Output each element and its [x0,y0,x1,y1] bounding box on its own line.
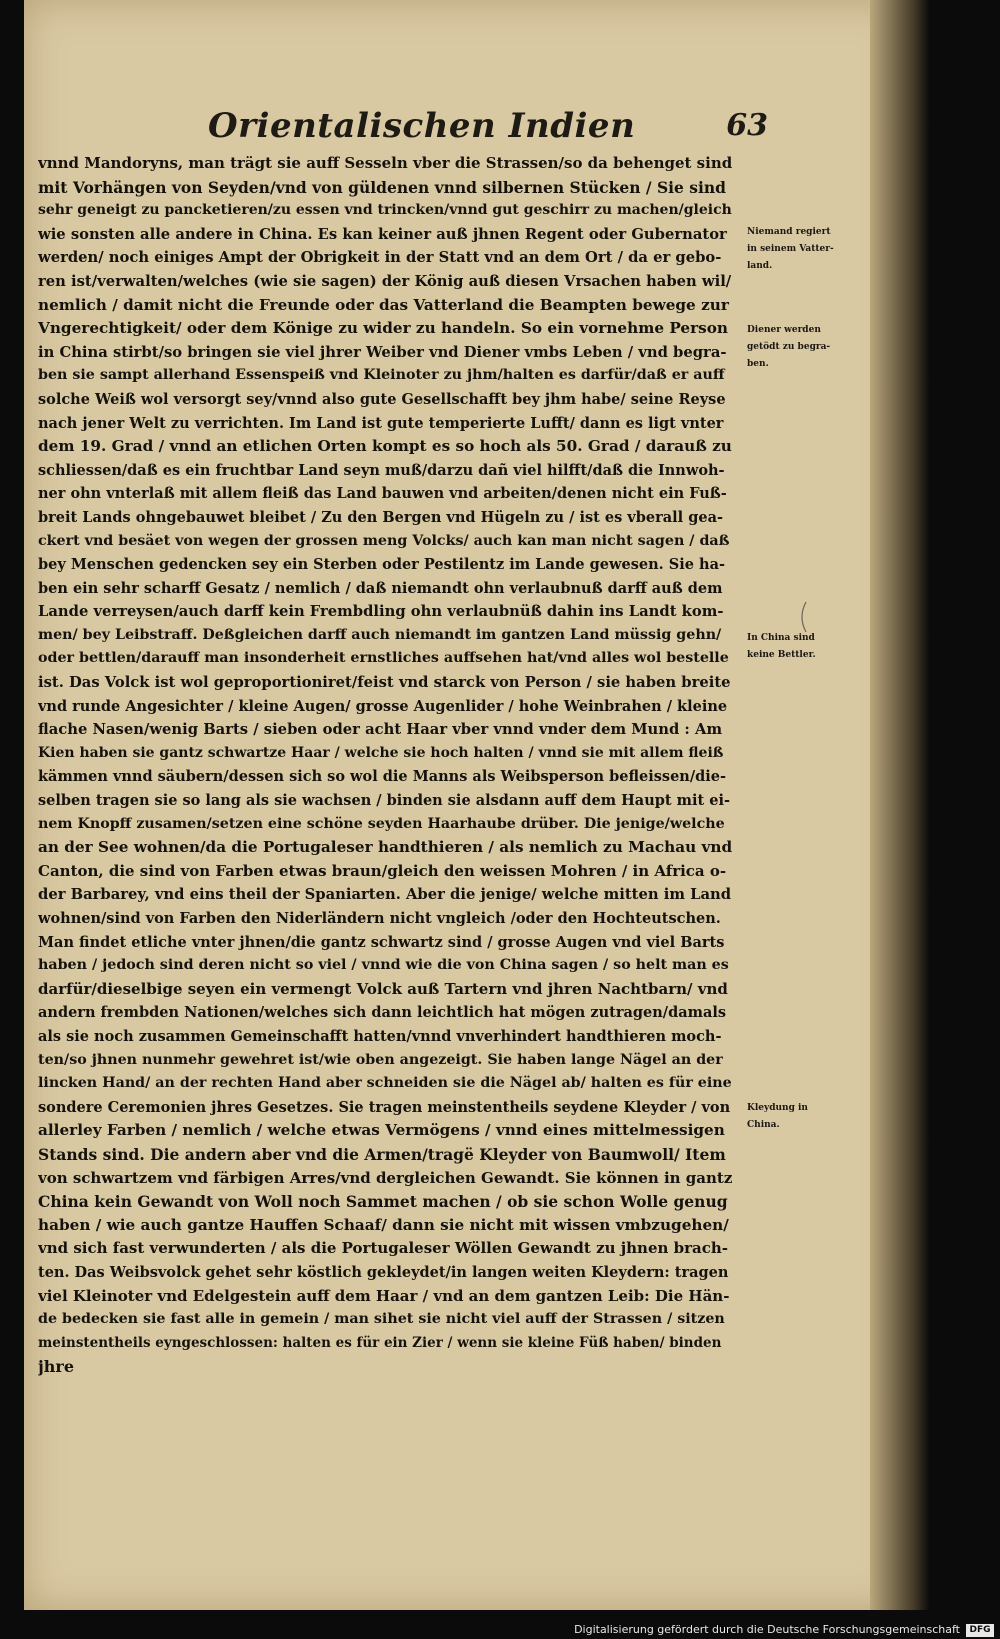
margin-note [747,630,847,664]
text-line: oder bettlen/darauff man insonderheit ernstliches auffsehen hat/vnd alles wol bestelle [38,650,729,667]
text-line: bey Menschen gedencken sey ein Sterben oder Pestilentz im Lande gewesen. Sie ha- [38,556,725,574]
text-line: Canton, die sind von Farben etwas braun/gleich den weissen Mohren / in Africa o- [38,861,727,880]
text-line: ten. Das Weibsvolck gehet sehr köstlich gekleydet/in langen weiten Kleydern: tragen [38,1263,729,1281]
text-line: mit Vorhängen von Seyden/vnd von güldenen vnnd silbernen Stücken / Sie sind [38,177,727,197]
text-line: China kein Gewandt von Woll noch Sammet machen / ob sie schon Wolle genug [38,1192,728,1212]
text-line: vnd runde Angesichter / kleine Augen/ grosse Augenlider / hohe Weinbrahen / kleine [38,697,728,715]
text-line: nemlich / damit nicht die Freunde oder das Vatterland die Beampten bewege zur [38,295,729,314]
text-line: Vngerechtigkeit/ oder dem Könige zu wider zu handeln. So ein vornehme Person [38,319,729,338]
text-line: vnnd Mandoryns, man trägt sie auff Sesseln vber die Strassen/so da behenget sind [38,154,732,172]
text-line: Lande verreysen/auch darff kein Frembdling ohn verlaubnüß dahin ins Landt kom- [38,603,724,621]
text-line: jhre [38,1357,75,1377]
text-line: meinstentheils eyngeschlossen: halten es für ein Zier / wenn sie kleine Füß haben/ binden [38,1334,722,1351]
pencil-mark [796,600,810,634]
text-line: ten/so jhnen nunmehr gewehret ist/wie oben angezeigt. Sie haben lange Nägel an der [38,1051,723,1068]
text-line: viel Kleinoter vnd Edelgestein auff dem Haar / vnd an dem gantzen Leib: Die Hän- [38,1286,730,1305]
text-line: vnd sich fast verwunderten / als die Portugaleser Wöllen Gewandt zu jhnen brach- [38,1239,728,1258]
text-line: wie sonsten alle andere in China. Es kan keiner auß jhnen Regent oder Gubernator [38,225,727,243]
margin-note-line: keine Bettler. [747,650,816,660]
text-line: ren ist/verwalten/welches (wie sie sagen) der König auß diesen Vrsachen haben wil/ [38,272,732,290]
margin-notes [747,0,847,1610]
text-line: ben sie sampt allerhand Essenspeiß vnd Kleinoter zu jhm/halten es darfür/daß er auff [38,367,725,384]
text-line: werden/ noch einiges Ampt der Obrigkeit in der Statt vnd an dem Ort / da er gebo- [38,249,722,267]
text-line: breit Lands ohngebauwet bleibet / Zu den Bergen vnd Hügeln zu / ist es vberall gea- [38,508,723,526]
main-text [38,152,732,1552]
text-line: Stands sind. Die andern aber vnd die Armen/tragë Kleyder von Baumwoll/ Item [38,1144,726,1164]
margin-note-line: in seinem Vatter- [747,244,834,254]
text-line: allerley Farben / nemlich / welche etwas Vermögens / vnnd eines mittelmessigen [38,1121,725,1140]
text-line: de bedecken sie fast alle in gemein / man sihet sie nicht viel auff der Strassen / sitzen [38,1311,725,1328]
text-line: ist. Das Volck ist wol geproportioniret/feist vnd starck von Person / sie haben breite [38,674,731,692]
running-head: Orientalischen Indien [208,106,636,146]
text-line: ben ein sehr scharff Gesatz / nemlich / daß niemandt ohn verlaubnuß darff auß dem [38,579,723,597]
text-line: sondere Ceremonien jhres Gesetzes. Sie tragen meinstentheils seydene Kleyder / von [38,1098,731,1116]
text-line: darfür/dieselbige seyen ein vermengt Volck auß Tartern vnd jhren Nachtbarn/ vnd [38,979,728,998]
text-line: haben / jedoch sind deren nicht so viel / vnnd wie die von China sagen / so helt man es [38,957,729,974]
margin-note-line: In China sind [747,633,815,643]
text-line: nem Knopff zusamen/setzen eine schöne seyden Haarhaube drüber. Die jenige/welche [38,815,725,832]
text-line: als sie noch zusammen Gemeinschafft hatten/vnnd vnverhindert handthieren moch- [38,1027,722,1045]
text-line: lincken Hand/ an der rechten Hand aber schneiden sie die Nägel ab/ halten es für eine [38,1075,732,1092]
text-line: von schwartzem vnd färbigen Arres/vnd dergleichen Gewandt. Sie können in gantz [38,1168,732,1187]
text-line: nach jener Welt zu verrichten. Im Land ist gute temperierte Lufft/ dann es ligt vnter [38,414,724,432]
margin-note-line: land. [747,261,773,271]
text-line: solche Weiß wol versorgt sey/vnnd also gute Gesellschafft bey jhm habe/ seine Reyse [38,390,726,408]
margin-note-line: getödt zu begra- [747,342,831,352]
text-line: wohnen/sind von Farben den Niderländern nicht vngleich /oder den Hochteutschen. [38,910,721,927]
text-line: men/ bey Leibstraff. Deßgleichen darff auch niemandt im gantzen Land müssig gehn/ [38,626,722,643]
text-line: schliessen/daß es ein fruchtbar Land seyn muß/darzu dañ viel hilfft/daß die Innwoh- [38,461,725,479]
text-line: haben / wie auch gantze Hauffen Schaaf/ dann sie nicht mit wissen vmbzugehen/ [38,1215,729,1234]
text-line: ckert vnd besäet von wegen der grossen meng Volcks/ auch kan man nicht sagen / daß [38,532,730,549]
text-line: flache Nasen/wenig Barts / sieben oder acht Haar vber vnnd vnder dem Mund : Am [38,721,723,739]
margin-note-line: Kleydung in [747,1103,808,1113]
text-line: andern frembden Nationen/welches sich dann leichtlich hat mögen zutragen/damals [38,1004,727,1022]
text-line: Kien haben sie gantz schwartze Haar / welche sie hoch halten / vnnd sie mit allem fleiß [38,744,724,761]
text-line: Man findet etliche vnter jhnen/die gantz schwartz sind / grosse Augen vnd viel Barts [38,933,725,951]
text-line: der Barbarey, vnd eins theil der Spaniarten. Aber die jenige/ welche mitten im Land [38,886,732,904]
page-header [208,106,768,152]
margin-note-line: ben. [747,359,769,369]
margin-note-line: Niemand regiert [747,227,831,237]
margin-note [747,322,847,373]
page-edge [870,0,930,1610]
text-line: sehr geneigt zu pancketieren/zu essen vnd trincken/vnnd gut geschirr zu machen/gleich [38,202,732,219]
text-line: dem 19. Grad / vnnd an etlichen Orten kompt es so hoch als 50. Grad / darauß zu [38,437,732,456]
dfg-logo: DFG [966,1624,994,1637]
margin-note-line: China. [747,1120,780,1130]
funding-credit: Digitalisierung gefördert durch die Deutsche Forschungsgemeinschaft [574,1623,960,1636]
text-line: kämmen vnnd säubern/dessen sich so wol die Manns als Weibsperson befleissen/die- [38,768,727,786]
text-line: an der See wohnen/da die Portugaleser handthieren / als nemlich zu Machau vnd [38,838,732,857]
margin-note-line: Diener werden [747,325,821,335]
text-line: ner ohn vnterlaß mit allem fleiß das Land bauwen vnd arbeiten/denen nicht ein Fuß- [38,485,727,503]
margin-note [747,1100,847,1134]
text-line: selben tragen sie so lang als sie wachsen / binden sie alsdann auff dem Haupt mit ei- [38,792,730,810]
margin-note [747,224,847,275]
page-number: 63 [726,108,768,143]
text-line: in China stirbt/so bringen sie viel jhrer Weiber vnd Diener vmbs Leben / vnd begra- [38,343,727,361]
